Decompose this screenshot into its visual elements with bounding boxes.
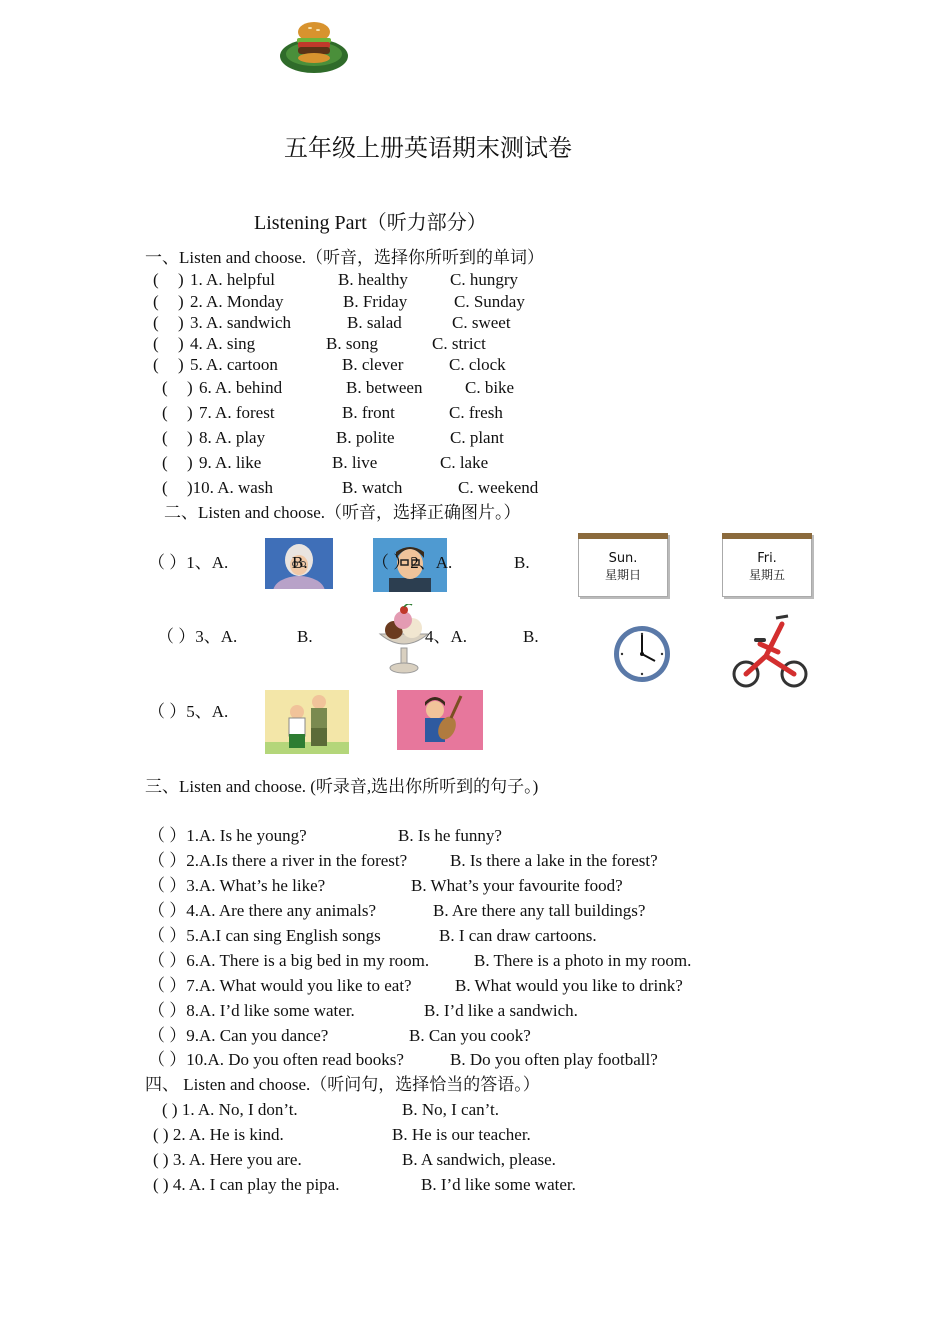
page-title: 五年级上册英语期末测试卷 bbox=[284, 136, 572, 162]
question-2-1: （ ）1、A. bbox=[148, 553, 229, 572]
question-2-5: （ ）5、A. bbox=[148, 702, 229, 721]
question-2-4: 4、A. bbox=[425, 627, 468, 646]
question-2-2-b: B. bbox=[514, 553, 530, 572]
section-1-heading: 一、Listen and choose.（听音，选择你所听到的单词） bbox=[145, 248, 544, 267]
clock-picture bbox=[612, 621, 672, 687]
section-3-heading: 三、Listen and choose. (听录音,选出你所听到的句子。) bbox=[145, 777, 539, 796]
question-2-4-b: B. bbox=[523, 627, 539, 646]
question-2-3: （ ）3、A. bbox=[157, 627, 238, 646]
burger-icon bbox=[278, 18, 350, 76]
section-4-heading: 四、 Listen and choose.（听问句，选择恰当的答语。） bbox=[145, 1075, 540, 1094]
question-2-1-b: B. bbox=[292, 553, 308, 572]
question-2-3-b: B. bbox=[297, 627, 313, 646]
bike-picture bbox=[730, 610, 810, 690]
part-title: Listening Part（听力部分） bbox=[254, 212, 487, 234]
section-2-heading: 二、Listen and choose.（听音，选择正确图片。） bbox=[164, 503, 521, 522]
pipa-picture bbox=[397, 690, 483, 750]
calendar-sunday: Sun. 星期日 bbox=[578, 533, 668, 597]
question-2-2: （ ）2、A. bbox=[372, 553, 453, 572]
kung-fu-picture bbox=[265, 690, 349, 754]
calendar-friday: Fri. 星期五 bbox=[722, 533, 812, 597]
